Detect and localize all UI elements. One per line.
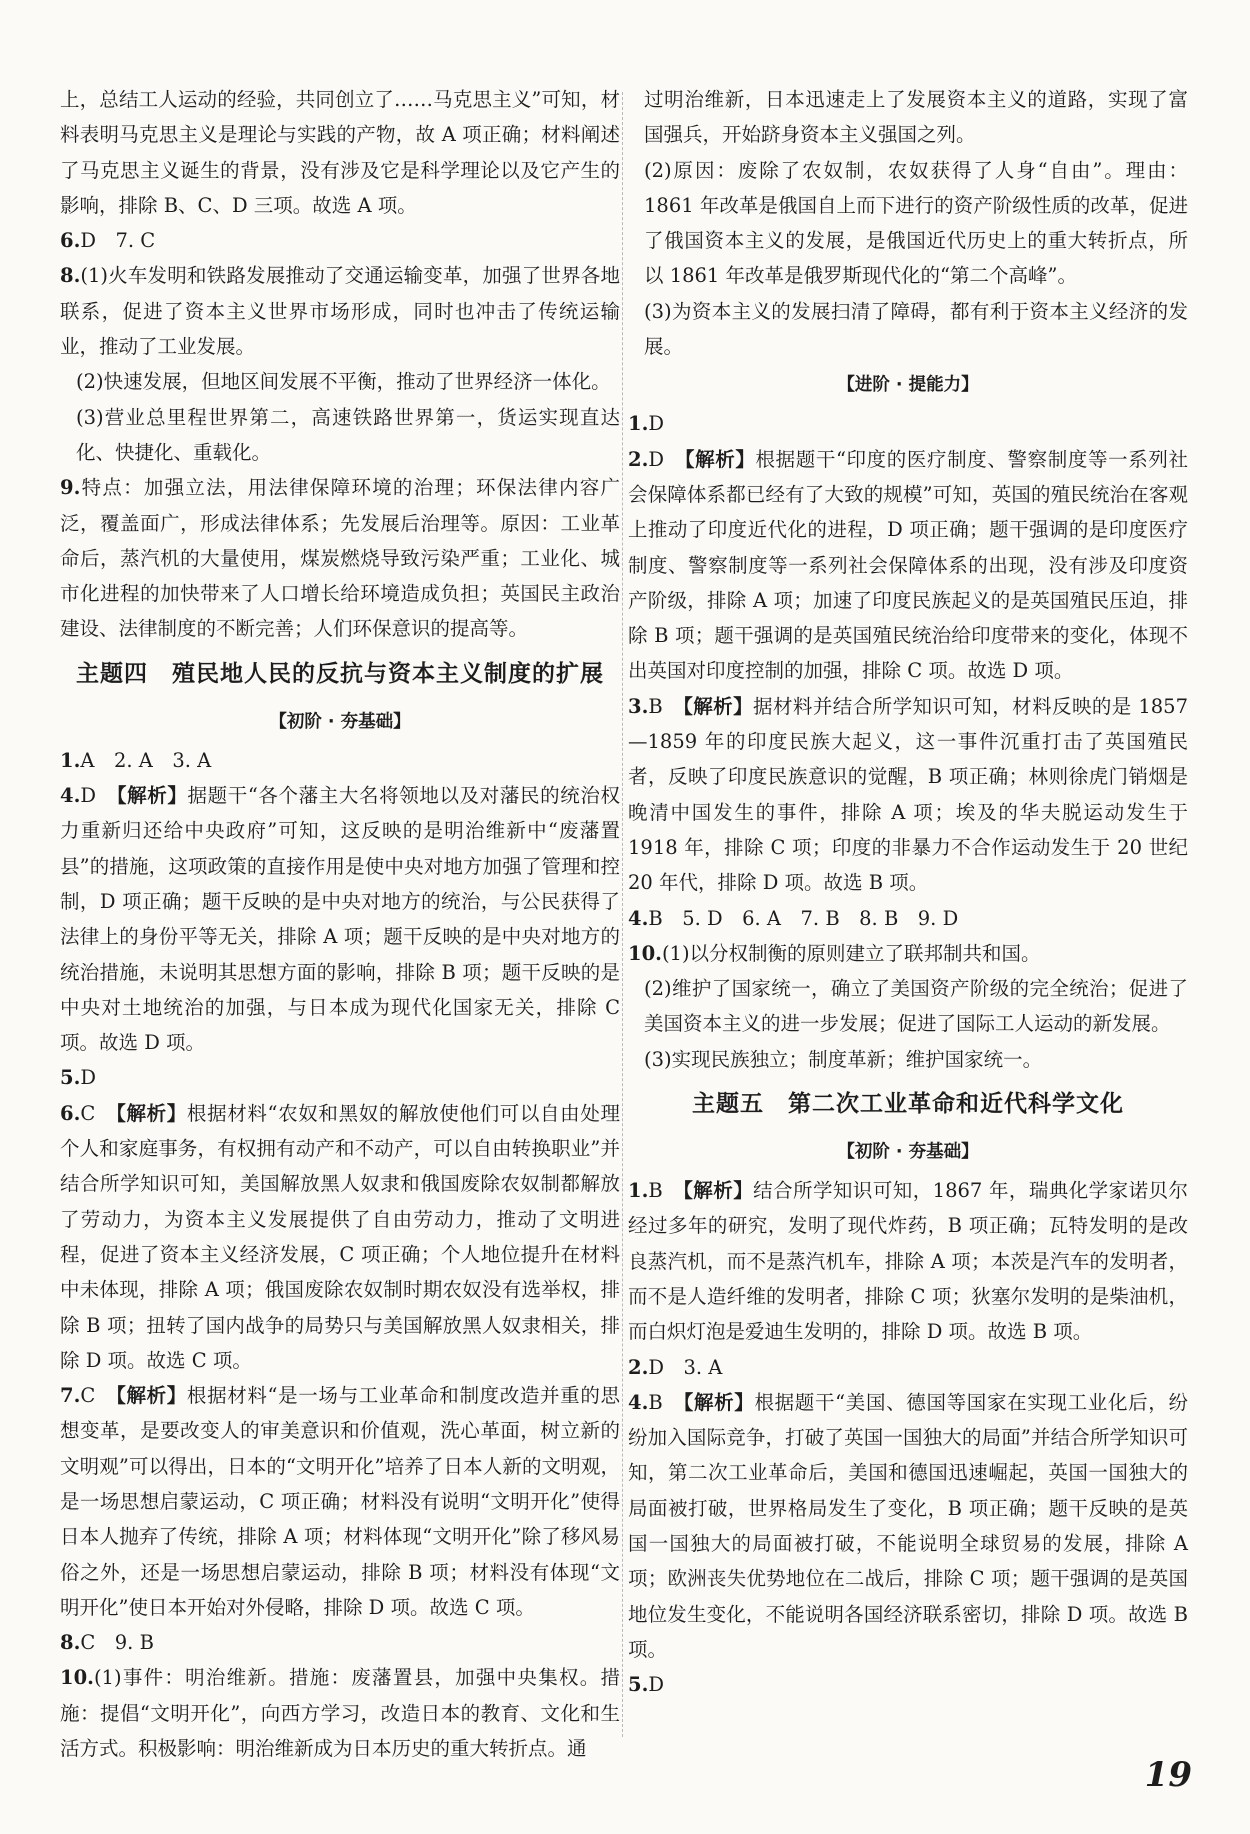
item-text: D (648, 1673, 664, 1697)
analysis-tag: 【解析】 (116, 1101, 187, 1125)
item-text: (1)火车发明和铁路发展推动了交通运输变革，加强了世界各地联系，促进了资本主义世界市场形成，同时也冲击了传统运输业，推动了工业发展。 (60, 264, 620, 359)
item-number: 9. (60, 476, 81, 500)
answer-item (60, 778, 620, 1060)
item-text: D (648, 412, 664, 436)
item-number: 6. (60, 229, 81, 253)
item-text: 根据材料“农奴和黑奴的解放使他们可以自由处理个人和家庭事务，有权拥有动产和不动产，可以自由转换职业”并结合所学知识可知，美国解放黑人奴隶和俄国废除农奴制都解放了劳动力，为资本主义发展提供了自由劳动力，推动了文明进程，促进了资本主义经济发展，C 项正确；个人地位提升在材料中未体现，排除 A 项；俄国废除农奴制时期农奴没有选举权，排除 B 项；扭转了国内战争的局势只与美国解放黑人奴隶相关，排除 D 项。故选 C 项。 (60, 1101, 620, 1372)
item-number: 7. (60, 1384, 81, 1408)
answer-subpart: (3)实现民族独立；制度革新；维护国家统一。 (644, 1047, 1043, 1071)
item-text: B 5. D 6. A 7. B 8. B 9. D (648, 906, 959, 930)
item-text: 根据题干“美国、德国等国家在实现工业化后，纷纷加入国际竞争，打破了英国一国独大的局面”并结合所学知识可知，第二次工业革命后，美国和德国迅速崛起，英国一国独大的局面被打破，世界格局发生了变化，B 项正确；题干反映的是英国一国独大的局面被打破，不能说明全球贸易的发展，排除 A 项；欧洲丧失优势地位在二战后，排除 C 项；题干强调的是英国地位发生变化，不能说明各国经济联系密切，排除 D 项。故选 B 项。 (628, 1390, 1188, 1661)
answer-item (60, 743, 620, 778)
answer-item (60, 1660, 620, 1766)
answer-item (628, 1350, 1188, 1385)
answer-subpart: (3)营业总里程世界第二，高速铁路世界第一，货运实现直达化、快捷化、重载化。 (76, 405, 620, 464)
analysis-tag: 【解析】 (683, 694, 754, 718)
answer-item (628, 1173, 1188, 1349)
item-number: 8. (60, 264, 81, 288)
answer-item (60, 1625, 620, 1660)
item-text: 根据材料“是一场与工业革命和制度改造并重的思想变革，是要改变人的审美意识和价值观，洗心革面，树立新的文明观”可以得出，日本的“文明开化”培养了日本人新的文明观，是一场思想启蒙运动，C 项正确；材料没有说明“文明开化”使得日本人抛弃了传统，排除 A 项；材料体现“文明开化”除了移风易俗之外，还是一场思想启蒙运动，排除 B 项；材料没有体现“文明开化”使日本开始对外侵略，排除 D 项。故选 C 项。 (60, 1384, 620, 1619)
left-column (60, 82, 620, 1766)
answer-choice: B (648, 1390, 684, 1414)
item-number: 2. (628, 447, 649, 471)
item-number: 1. (628, 412, 649, 436)
answer-item (628, 689, 1188, 901)
answer-item (60, 258, 620, 364)
item-number: 2. (628, 1355, 649, 1379)
subsection-heading: 【进阶 · 提能力】 (837, 375, 979, 396)
answer-subpart: (2)原因：废除了农奴制，农奴获得了人身“自由”。理由：1861 年改革是俄国自上而下进行的资产阶级性质的改革，促进了俄国资本主义的发展，是俄国近代历史上的重大转折点，所以 1861 年改革是俄罗斯现代化的“第二个高峰”。 (644, 158, 1188, 288)
item-text: (1)以分权制衡的原则建立了联邦制共和国。 (661, 941, 1041, 965)
answer-item (60, 1096, 620, 1378)
section-heading: 主题五 第二次工业革命和近代科学文化 (692, 1091, 1124, 1118)
analysis-tag: 【解析】 (684, 447, 756, 471)
right-column (628, 82, 1188, 1702)
item-text: C 9. B (80, 1631, 154, 1655)
item-text: 据材料并结合所学知识可知，材料反映的是 1857—1859 年的印度民族大起义，这一事件沉重打击了英国殖民者，反映了印度民族意识的觉醒，B 项正确；林则徐虎门销烟是晚清中国发生的事件，排除 A 项；埃及的华夫脱运动发生于 1918 年，排除 C 项；印度的非暴力不合作运动发生于 20 世纪 20 年代，排除 D 项。故选 B 项。 (628, 694, 1188, 895)
item-number: 1. (60, 748, 81, 772)
answer-choice: B (648, 694, 684, 718)
answer-item (60, 470, 620, 646)
section-heading: 主题四 殖民地人民的反抗与资本主义制度的扩展 (76, 660, 604, 687)
answer-subpart: (2)维护了国家统一，确立了美国资产阶级的完全统治；促进了美国资本主义的进一步发展；促进了国际工人运动的新发展。 (644, 977, 1188, 1036)
item-text: 根据题干“印度的医疗制度、警察制度等一系列社会保障体系都已经有了大致的规模”可知，英国的殖民统治在客观上推动了印度近代化的进程，D 项正确；题干强调的是印度医疗制度、警察制度等一系列社会保障体系的出现，没有涉及印度资产阶级，排除 A 项；加速了印度民族起义的是英国殖民压迫，排除 B 项；题干强调的是英国殖民统治给印度带来的变化，体现不出英国对印度控制的加强，排除 C 项。故选 D 项。 (628, 447, 1188, 683)
item-number: 10. (60, 1666, 94, 1690)
answer-choice: C (80, 1384, 117, 1408)
answer-item (628, 442, 1188, 689)
answer-subpart: (3)为资本主义的发展扫清了障碍，都有利于资本主义经济的发展。 (644, 299, 1188, 359)
item-text: (1)事件：明治维新。措施：废藩置县，加强中央集权。措施：提倡“文明开化”，向西方学习，改造日本的教育、文化和生活方式。积极影响：明治维新成为日本历史的重大转折点。通 (60, 1666, 620, 1761)
answer-item (60, 223, 620, 258)
item-number: 8. (60, 1631, 81, 1655)
analysis-tag: 【解析】 (116, 1384, 187, 1408)
item-number: 4. (60, 784, 81, 808)
answer-item (628, 1667, 1188, 1702)
answer-subpart: 过明治维新，日本迅速走上了发展资本主义的道路，实现了富国强兵，开始跻身资本主义强国之列。 (644, 88, 1188, 147)
continued-text: 上，总结工人运动的经验，共同创立了……马克思主义”可知，材料表明马克思主义是理论与实践的产物，故 A 项正确；材料阐述了马克思主义诞生的背景，没有涉及它是科学理论以及它产生的影响，排除 B、C、D 三项。故选 A 项。 (60, 88, 620, 217)
item-text: 据题干“各个藩主大名将领地以及对藩民的统治权力重新归还给中央政府”可知，这反映的是明治维新中“废藩置县”的措施，这项政策的直接作用是使中央对地方加强了管理和控制，D 项正确；题干反映的是中央对地方的统治，与公民获得了法律上的身份平等无关，排除 A 项；题干反映的是中央对地方的统治措施，未说明其思想方面的影响，排除 B 项；题干反映的是中央对土地统治的加强，与日本成为现代化国家无关，排除 C 项。故选 D 项。 (60, 784, 620, 1055)
subsection-heading: 【初阶 · 夯基础】 (837, 1142, 979, 1163)
item-number: 6. (60, 1101, 81, 1125)
answer-item (60, 1060, 620, 1095)
analysis-tag: 【解析】 (683, 1179, 754, 1203)
subsection-heading: 【初阶 · 夯基础】 (269, 711, 411, 732)
column-divider (622, 92, 623, 1737)
analysis-tag: 【解析】 (683, 1390, 755, 1414)
item-number: 5. (628, 1673, 649, 1697)
item-text: 特点：加强立法，用法律保障环境的治理；环保法律内容广泛，覆盖面广，形成法律体系；先发展后治理等。原因：工业革命后，蒸汽机的大量使用，煤炭燃烧导致污染严重；工业化、城市化进程的加快带来了人口增长给环境造成负担；英国民主政治建设、法律制度的不断完善；人们环保意识的提高等。 (60, 476, 620, 641)
answer-choice: B (648, 1179, 684, 1203)
answer-item (628, 406, 1188, 441)
item-number: 4. (628, 906, 649, 930)
item-text: D 3. A (648, 1355, 723, 1379)
answer-subpart: (2)快速发展，但地区间发展不平衡，推动了世界经济一体化。 (76, 370, 611, 394)
answer-choice: D (80, 784, 117, 808)
answer-item (628, 1385, 1188, 1667)
item-text: A 2. A 3. A (80, 748, 212, 772)
item-number: 1. (628, 1179, 649, 1203)
item-number: 4. (628, 1390, 649, 1414)
answer-item (628, 901, 1188, 936)
answer-item (628, 936, 1188, 971)
item-number: 5. (60, 1066, 81, 1090)
item-number: 3. (628, 694, 649, 718)
item-text: 结合所学知识可知，1867 年，瑞典化学家诺贝尔经过多年的研究，发明了现代炸药，B 项正确；瓦特发明的是改良蒸汽机，而不是蒸汽机车，排除 A 项；本茨是汽车的发明者，而不是人造纤维的发明者，排除 C 项；狄塞尔发明的是柴油机，而白炽灯泡是爱迪生发明的，排除 D 项。故选 B 项。 (628, 1179, 1188, 1344)
answer-item (60, 1378, 620, 1625)
item-text: D (80, 1066, 96, 1090)
page-number: 19 (1144, 1755, 1192, 1795)
answer-choice: C (80, 1101, 117, 1125)
item-text: D 7. C (80, 229, 156, 253)
answer-choice: D (648, 447, 685, 471)
analysis-tag: 【解析】 (116, 784, 188, 808)
item-number: 10. (628, 941, 662, 965)
